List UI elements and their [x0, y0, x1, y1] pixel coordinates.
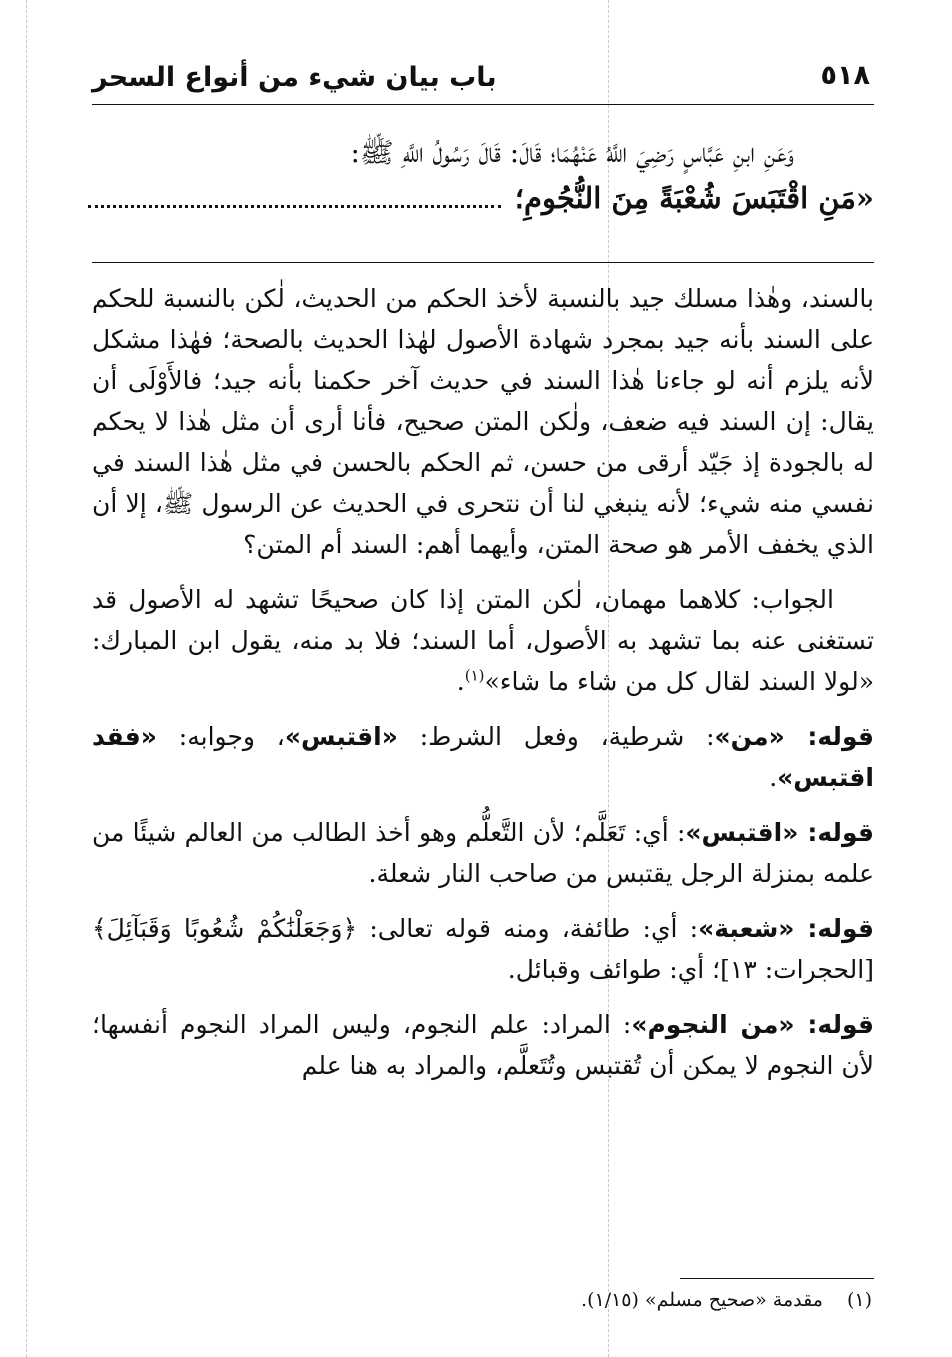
paragraph	[92, 716, 874, 798]
term-label: «فقد اقتبس»	[92, 722, 874, 792]
paragraph-text: بالسند، وهٰذا مسلك جيد بالنسبة لأخذ الحكم من الحديث، لٰكن بالنسبة للحكم على السند بأنه جيد بمجرد شهادة الأصول لهٰذا الحديث بالصحة؛ فهٰذا مشكل لأنه يلزم أنه لو جاءنا هٰذا السند في حديث آخر حكمنا بأنه جيد؛ فالأَوْلَى أن يقال: إن السند فيه ضعف، ولٰكن المتن صحيح، فأنا أرى أن مثل هٰذا لا يحكم له بالجودة إذ جَيّد أرقى من حسن، ثم الحكم بالحسن في مثل هٰذا السند في نفسي منه شيء؛ لأنه ينبغي لنا أن نتحرى في الحديث عن الرسول ﷺ، إلا أن الذي يخفف الأمر هو صحة المتن، وأيهما أهم: السند أم المتن؟	[92, 284, 874, 559]
paragraph-text: : شرطية، وفعل الشرط:	[397, 722, 715, 751]
hadith-line-2-text: «مَنِ اقْتَبَسَ شُعْبَةً مِنَ النُّجُومِ؛	[514, 181, 874, 215]
paragraph-text: : المراد: علم النجوم، وليس المراد النجوم أنفسها؛ لأن النجوم لا يمكن أن تُقتبس وتُتَعلَّم، والمراد به هنا علم	[92, 1010, 874, 1080]
paragraph	[92, 278, 874, 565]
dotted-ellipsis	[88, 203, 501, 208]
hadith-line-2	[88, 174, 874, 222]
hadith-line-1: وَعَنِ ابنِ عَبَّاسٍ رَضِيَ اللَّهُ عَنْهُمَا؛ قَالَ: قَالَ رَسُولُ اللَّهِ ﷺ:	[350, 136, 794, 169]
footnote-text: مقدمة «صحيح مسلم» (١/١٥).	[581, 1289, 823, 1311]
page-header	[92, 56, 874, 105]
paragraph-text: : أي: طائفة، ومنه قوله تعالى: ﴿وَجَعَلْنَٰكُمْ شُعُوبًا وَقَبَآئِلَ﴾ [الحجرات: ١٣]؛ أي: طوائف وقبائل.	[92, 914, 874, 984]
hadith-text	[88, 132, 874, 222]
paragraph	[92, 812, 874, 894]
paragraph-end: .	[456, 667, 465, 696]
footnote-number: (١)	[846, 1289, 872, 1311]
paragraph-text: : أي: تَعَلَّم؛ لأن التَّعلُّم وهو أخذ الطالب من العالم شيئًا من علمه بمنزلة الرجل يقتبس من صاحب النار شعلة.	[92, 818, 874, 888]
footnote-separator	[680, 1278, 874, 1279]
chapter-title: باب بيان شيء من أنواع السحر	[92, 62, 497, 93]
term-label: قوله: «اقتبس»	[685, 818, 874, 847]
hadith-separator	[92, 262, 874, 263]
paragraph	[92, 908, 874, 990]
footnote-ref[interactable]: (١)	[464, 666, 485, 685]
footnote	[92, 1285, 872, 1315]
paragraph-text: الجواب: كلاهما مهمان، لٰكن المتن إذا كان صحيحًا تشهد له الأصول قد تستغنى عنه بما تشهد به الأصول، أما السند؛ فلا بد منه، يقول ابن المبارك: «لولا السند لقال كل من شاء ما شاء»	[92, 585, 874, 696]
term-label: قوله: «من»	[714, 722, 874, 751]
paragraph	[92, 1004, 874, 1086]
term-label: «اقتبس»	[284, 722, 398, 751]
commentary-body	[92, 278, 874, 1100]
paragraph	[92, 579, 874, 702]
term-label: قوله: «من النجوم»	[631, 1010, 874, 1039]
scan-artifact-line	[26, 0, 27, 1357]
paragraph-end: .	[769, 763, 778, 792]
paragraph-text: ، وجوابه:	[156, 722, 285, 751]
term-label: قوله: «شعبة»	[698, 914, 875, 943]
page-number: ٥١٨	[820, 60, 870, 91]
